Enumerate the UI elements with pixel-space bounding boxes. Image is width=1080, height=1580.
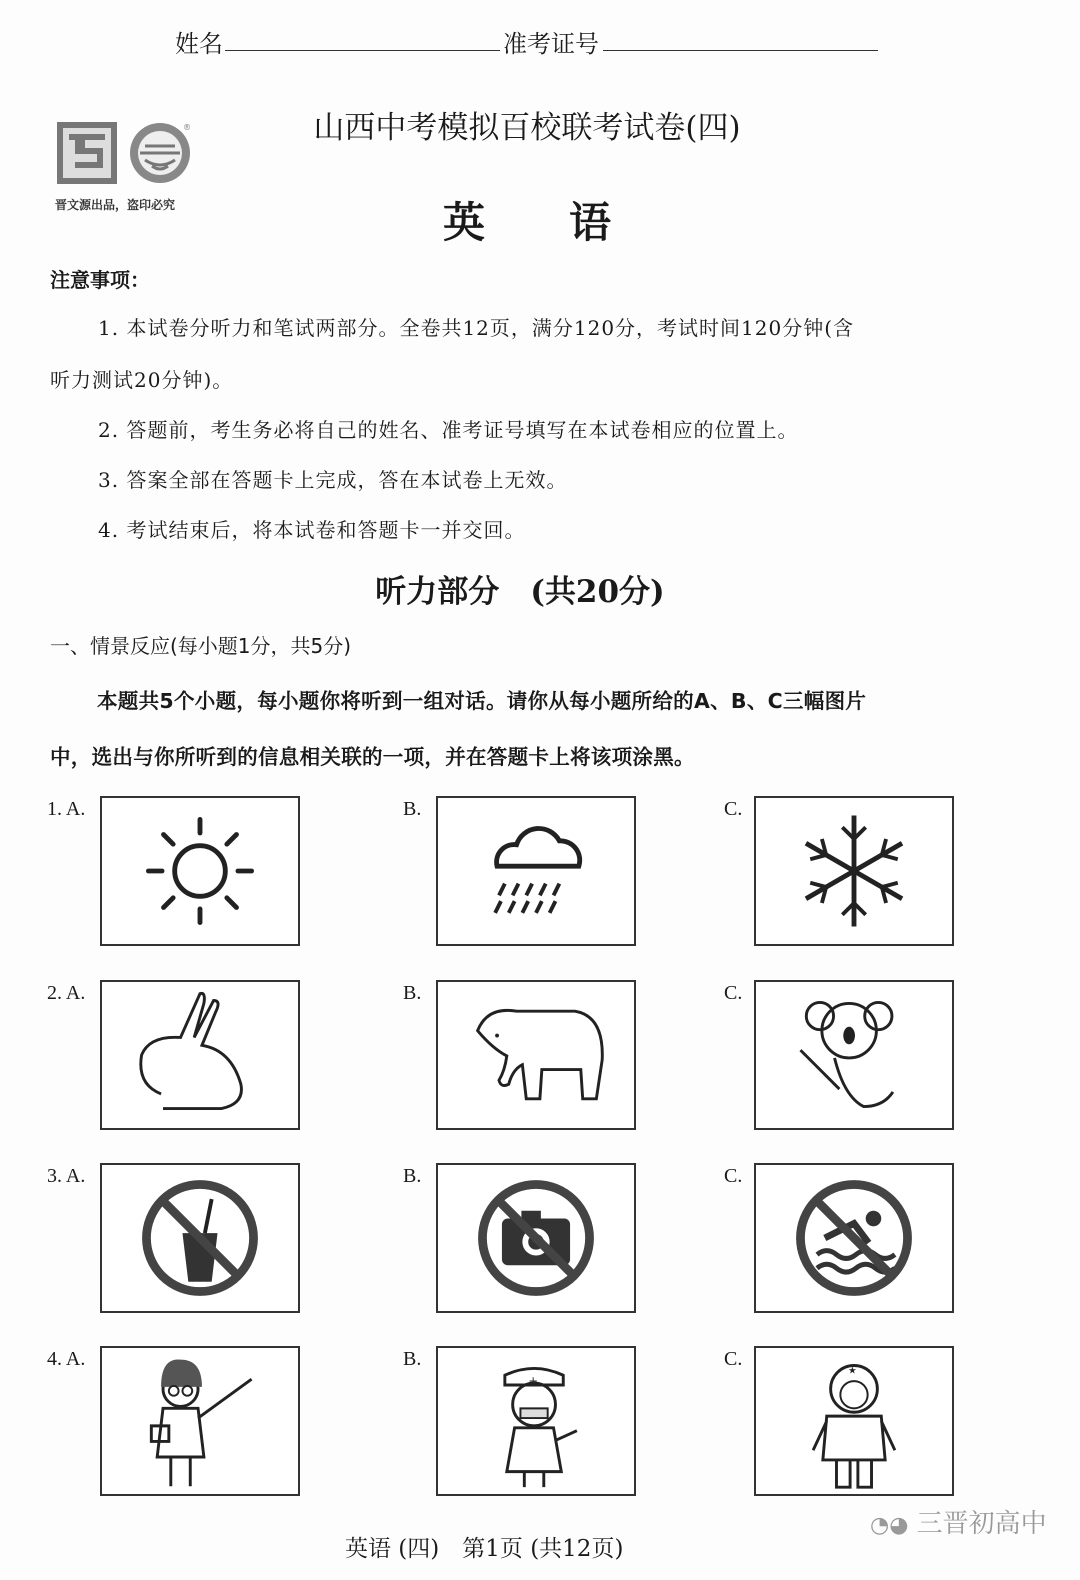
- no-swimming-icon: [756, 1165, 952, 1311]
- question-label: 3. A.: [47, 1165, 86, 1187]
- svg-text:★: ★: [848, 1365, 857, 1377]
- name-line: [225, 50, 500, 51]
- option-image: [754, 1163, 954, 1313]
- logo-tagline: 晋文源出品，盗印必究: [55, 198, 176, 212]
- option-label: C.: [724, 1165, 743, 1187]
- svg-text:+: +: [528, 1373, 538, 1388]
- teacher-icon: [102, 1348, 298, 1494]
- question-label: 1. A.: [47, 798, 86, 820]
- astronaut-icon: [756, 1348, 952, 1494]
- note-item: 3. 答案全部在答题卡上完成，答在本试卷上无效。: [98, 468, 568, 492]
- option-label: C.: [724, 1348, 743, 1370]
- option-image: [100, 796, 300, 946]
- watermark: [870, 1503, 1047, 1540]
- instructions-line: 中，选出与你所听到的信息相关联的一项，并在答题卡上将该项涂黑。: [50, 745, 695, 769]
- question-label: 2. A.: [47, 982, 86, 1004]
- wechat-icon: ◔◕: [870, 1513, 909, 1538]
- exam-id-line: [603, 50, 878, 51]
- no-drinks-icon: [102, 1165, 298, 1311]
- subject-title: 英 语: [442, 198, 611, 247]
- note-item: 4. 考试结束后，将本试卷和答题卡一并交回。: [98, 518, 526, 542]
- rabbit-icon: [102, 982, 298, 1128]
- option-image: [100, 980, 300, 1130]
- option-label: C.: [724, 798, 743, 820]
- notes-heading: 注意事项：: [50, 268, 150, 292]
- name-label: 姓名: [175, 30, 223, 58]
- listening-heading: 听力部分 (共20分): [375, 574, 665, 610]
- question-label: 4. A.: [47, 1348, 86, 1370]
- section1-title: 一、情景反应(每小题1分，共5分): [50, 634, 352, 658]
- option-image: [754, 796, 954, 946]
- option-image: [754, 980, 954, 1130]
- note-item: 听力测试20分钟)。: [50, 368, 234, 392]
- option-image: [754, 1346, 954, 1496]
- option-label: B.: [403, 798, 422, 820]
- option-image: [436, 1163, 636, 1313]
- cloud-rain-icon: [438, 798, 634, 944]
- nurse-icon: [438, 1348, 634, 1494]
- note-item: 2. 答题前，考生务必将自己的姓名、准考证号填写在本试卷相应的位置上。: [98, 418, 799, 442]
- snowflake-icon: [756, 798, 952, 944]
- option-image: [436, 980, 636, 1130]
- elephant-icon: [438, 982, 634, 1128]
- no-camera-icon: [438, 1165, 634, 1311]
- koala-icon: [756, 982, 952, 1128]
- option-image: [436, 796, 636, 946]
- svg-text:®: ®: [183, 123, 191, 132]
- option-image: [100, 1346, 300, 1496]
- note-item: 1. 本试卷分听力和笔试两部分。全卷共12页，满分120分，考试时间120分钟(含: [98, 316, 855, 340]
- option-label: C.: [724, 982, 743, 1004]
- sun-icon: [102, 798, 298, 944]
- option-label: B.: [403, 1165, 422, 1187]
- option-image: [100, 1163, 300, 1313]
- exam-title: 山西中考模拟百校联考试卷(四): [313, 110, 741, 146]
- option-image: [436, 1346, 636, 1496]
- option-label: B.: [403, 982, 422, 1004]
- option-label: B.: [403, 1348, 422, 1370]
- watermark-text: 三晋初高中: [916, 1509, 1047, 1539]
- instructions-line: 本题共5个小题，每小题你将听到一组对话。请你从每小题所给的A、B、C三幅图片: [97, 689, 867, 713]
- page-footer: 英语 (四) 第1页 (共12页): [345, 1536, 624, 1562]
- exam-id-label: 准考证号: [503, 30, 599, 58]
